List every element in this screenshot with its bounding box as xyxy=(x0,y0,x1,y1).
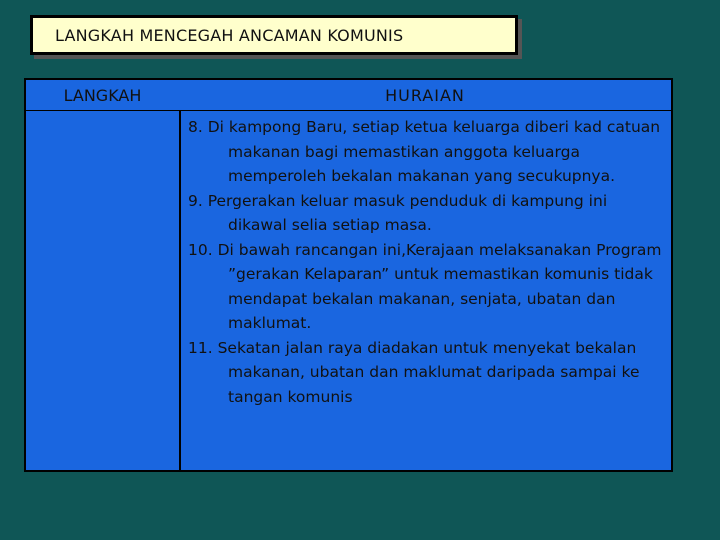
list-item: 10. Di bawah rancangan ini,Kerajaan melaksanakan Program ”gerakan Kelaparan” untuk memastikan komunis tidak mendapat bekalan makanan, senjata, ubatan dan maklumat. xyxy=(188,240,662,332)
column-divider xyxy=(179,110,181,470)
column-header-langkah: LANGKAH xyxy=(63,85,142,105)
list-item: 9. Pergerakan keluar masuk penduduk di kampung ini dikawal selia setiap masa. xyxy=(188,191,608,234)
header-divider xyxy=(26,110,671,111)
list-item: 8. Di kampong Baru, setiap ketua keluarga diberi kad catuan makanan bagi memastikan anggota keluarga memperoleh bekalan makanan yang secukupnya. xyxy=(188,118,661,185)
slide-title: LANGKAH MENCEGAH ANCAMAN KOMUNIS xyxy=(55,25,404,45)
column-header-huraian: HURAIAN xyxy=(385,85,465,105)
content-table xyxy=(24,78,673,472)
huraian-cell xyxy=(188,115,668,409)
list-item: 11. Sekatan jalan raya diadakan untuk menyekat bekalan makanan, ubatan dan maklumat daripada sampai ke tangan komunis xyxy=(188,338,640,406)
slide-title-box xyxy=(30,15,518,55)
